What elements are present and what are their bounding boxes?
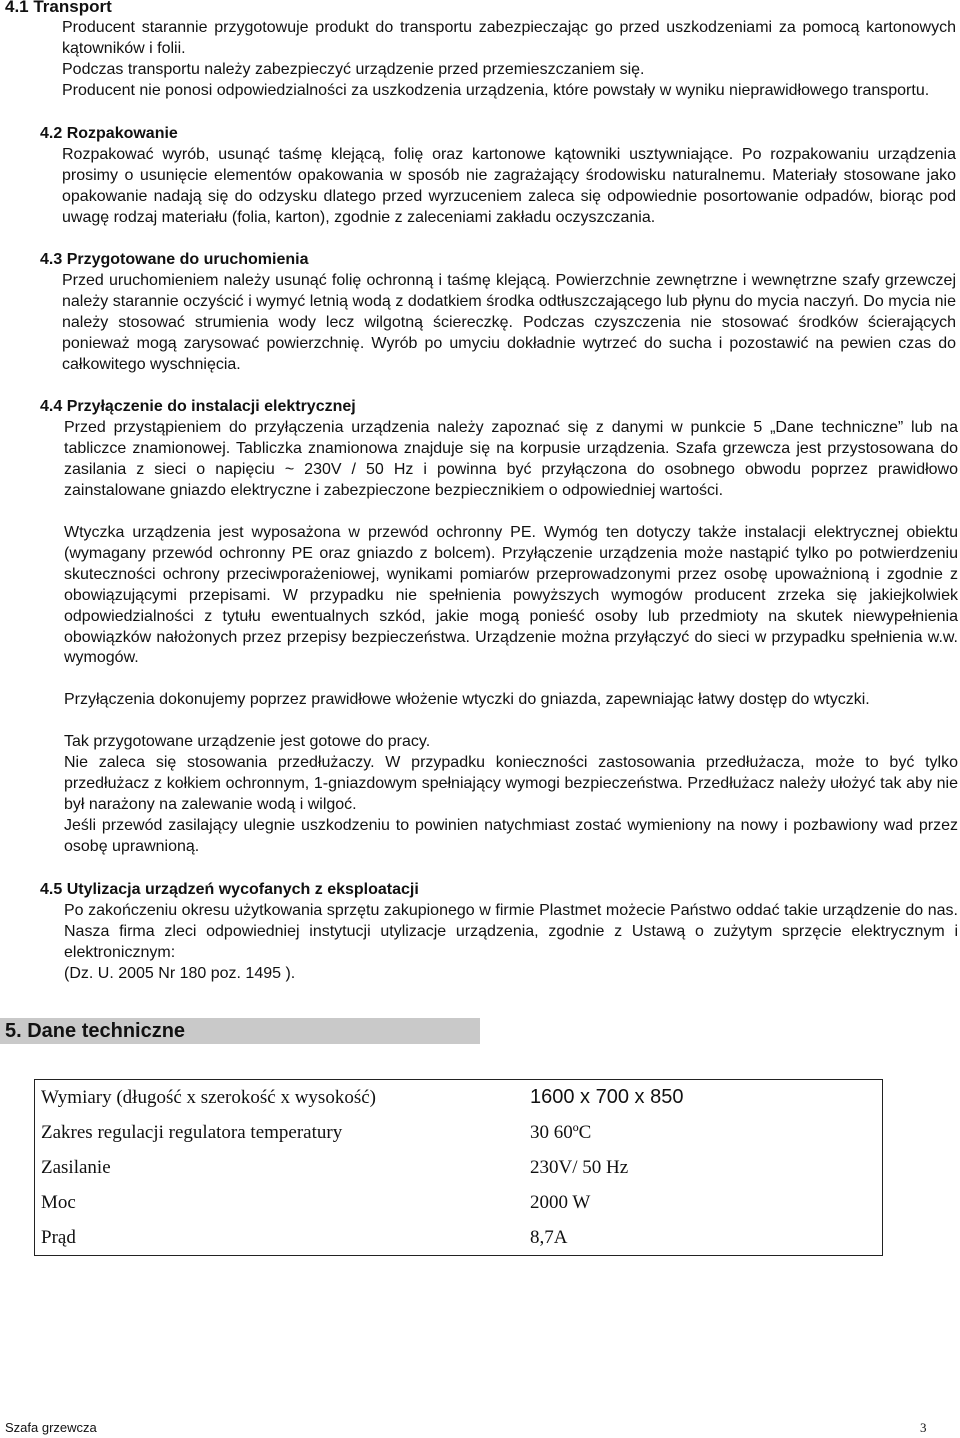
- row-label-power: Moc: [41, 1191, 76, 1213]
- section-title-transport: 4.1 Transport: [5, 0, 112, 16]
- section-title-preparation: 4.3 Przygotowane do uruchomienia: [40, 251, 309, 268]
- row-value-current: 8,7A: [530, 1226, 568, 1248]
- electrical-paragraph-1: Przed przystąpieniem do przyłączenia urządzenia należy zapoznać się z danymi w punkcie 5 „Dane techniczne” lub na tabliczce znamionowej. Tabliczka znamionowa znajduje się na korpusie urządzenia. Szafa grzewcza jest przystosowana do zasilania z sieci o napięciu ~ 230V / 50 Hz i powinna być przyłączona do osobnego obwodu poprzez prawidłowo zainstalowane gniazdo elektryczne i zabezpieczone bezpiecznikiem o odpowiedniej wartości.: [64, 419, 958, 499]
- section-title-disposal: 4.5 Utylizacja urządzeń wycofanych z eksploatacji: [40, 881, 419, 898]
- disposal-paragraph-2: (Dz. U. 2005 Nr 180 poz. 1495 ).: [64, 965, 296, 982]
- electrical-paragraph-6: Jeśli przewód zasilający ulegnie uszkodzeniu to powinien natychmiast zostać wymieniony na nowy i pozbawiony wad przez osobę uprawnioną.: [64, 817, 958, 855]
- chapter-title-technical-data: 5. Dane techniczne: [5, 1020, 186, 1042]
- section-title-electrical-connection: 4.4 Przyłączenie do instalacji elektrycznej: [40, 398, 356, 415]
- electrical-paragraph-4: Tak przygotowane urządzenie jest gotowe do pracy.: [64, 733, 431, 750]
- disposal-paragraph-1: Po zakończeniu okresu użytkowania sprzętu zakupionego w firmie Plastmet możecie Państwo oddać takie urządzenie do nas. Nasza firma zleci odpowiedniej instytucji utylizacje urządzenia, zgodnie z Ustawą o zużytym sprzęcie elektrycznym i elektronicznym:: [64, 902, 958, 961]
- section-title-unpacking: 4.2 Rozpakowanie: [40, 125, 178, 142]
- table-row: [35, 1080, 883, 1116]
- row-value-power: 2000 W: [530, 1191, 591, 1213]
- technical-data-table: [34, 1079, 883, 1256]
- row-value-power-supply: 230V/ 50 Hz: [530, 1156, 629, 1178]
- transport-paragraph-3: Producent nie ponosi odpowiedzialności za uszkodzenia urządzenia, które powstały w wyniku nieprawidłowego transportu.: [62, 82, 930, 99]
- footer-document-name: Szafa grzewcza: [5, 1420, 97, 1435]
- electrical-paragraph-2: Wtyczka urządzenia jest wyposażona w przewód ochronny PE. Wymóg ten dotyczy także instalacji elektrycznej obiektu (wymagany przewód ochronny PE oraz gniazdo z bolcem). Przyłączenie urządzenia może nastąpić tylko po potwierdzeniu skuteczności ochrony przeciwporażeniowej, wynikami pomiarów przeprowadzonymi przez osobę upoważnioną i zgodnie z obowiązującymi przepisami. W przypadku nie spełnienia powyższych wymogów producent zrzeka się jakiejkolwiek odpowiedzialności z tytułu ewentualnych szkód, jakie mogą ponieść osoby lub przedmioty na skutek niewypełnienia obowiązków nałożonych przez przepisy bezpieczeństwa. Urządzenie można przyłączyć do sieci w przypadku spełnienia w.w. wymogów.: [64, 524, 958, 667]
- table-row: [35, 1220, 883, 1256]
- table-row: [35, 1150, 883, 1185]
- transport-paragraph-2: Podczas transportu należy zabezpieczyć urządzenie przed przemieszczaniem się.: [62, 61, 645, 78]
- row-value-temperature-range: 30 60ºC: [530, 1121, 592, 1143]
- row-label-power-supply: Zasilanie: [41, 1156, 111, 1178]
- preparation-paragraph: Przed uruchomieniem należy usunąć folię ochronną i taśmę klejącą. Powierzchnie zewnętrzne i wewnętrzne szafy grzewczej należy starannie oczyścić i wymyć letnią wodą z dodatkiem środka odtłuszczającego lub płynu do mycia naczyń. Do mycia nie należy stosować strumienia wody lecz wilgotną ściereczkę. Podczas czyszczenia nie stosować środków ścierających ponieważ mogą zarysować powierzchnię. Wyrób po umyciu dokładnie wytrzeć do sucha i pozostawić na pewien czas do całkowitego wyschnięcia.: [62, 272, 956, 373]
- electrical-paragraph-3: Przyłączenia dokonujemy poprzez prawidłowe włożenie wtyczki do gniazda, zapewniając łatwy dostęp do wtyczki.: [64, 691, 870, 708]
- table-row: [35, 1115, 883, 1150]
- row-label-current: Prąd: [41, 1226, 76, 1248]
- row-label-dimensions: Wymiary (długość x szerokość x wysokość): [41, 1086, 376, 1108]
- row-value-dimensions: 1600 x 700 x 850: [530, 1086, 684, 1108]
- unpacking-paragraph: Rozpakować wyrób, usunąć taśmę klejącą, folię oraz kartonowe kątowniki usztywniające. Po rozpakowaniu urządzenia prosimy o usunięcie elementów opakowania w sposób nie zagrażający środowisku naturalnemu. Materiały stosowane jako opakowanie nadają się do odzysku dlatego przed wyrzuceniem zaleca się odpowiednie posortowanie odpadów, biorąc pod uwagę rodzaj materiału (folia, karton), zgodnie z zaleceniami zakładu oczyszczania.: [62, 146, 956, 226]
- electrical-paragraph-5: Nie zaleca się stosowania przedłużaczy. W przypadku konieczności zastosowania przedłużacza, może to być tylko przedłużacz z kołkiem ochronnym, 1-gniazdowym spełniający wymogi bezpieczeństwa. Przedłużacz należy ułożyć tak aby nie był narażony na zalewanie wodą i wilgoć.: [64, 754, 958, 813]
- row-label-temperature-range: Zakres regulacji regulatora temperatury: [41, 1121, 343, 1143]
- transport-paragraph-1: Producent starannie przygotowuje produkt do transportu zabezpieczając go przed uszkodzeniami za pomocą kartonowych kątowników i folii.: [62, 19, 956, 57]
- table-row: [35, 1185, 883, 1220]
- footer-page-number: 3: [920, 1420, 927, 1435]
